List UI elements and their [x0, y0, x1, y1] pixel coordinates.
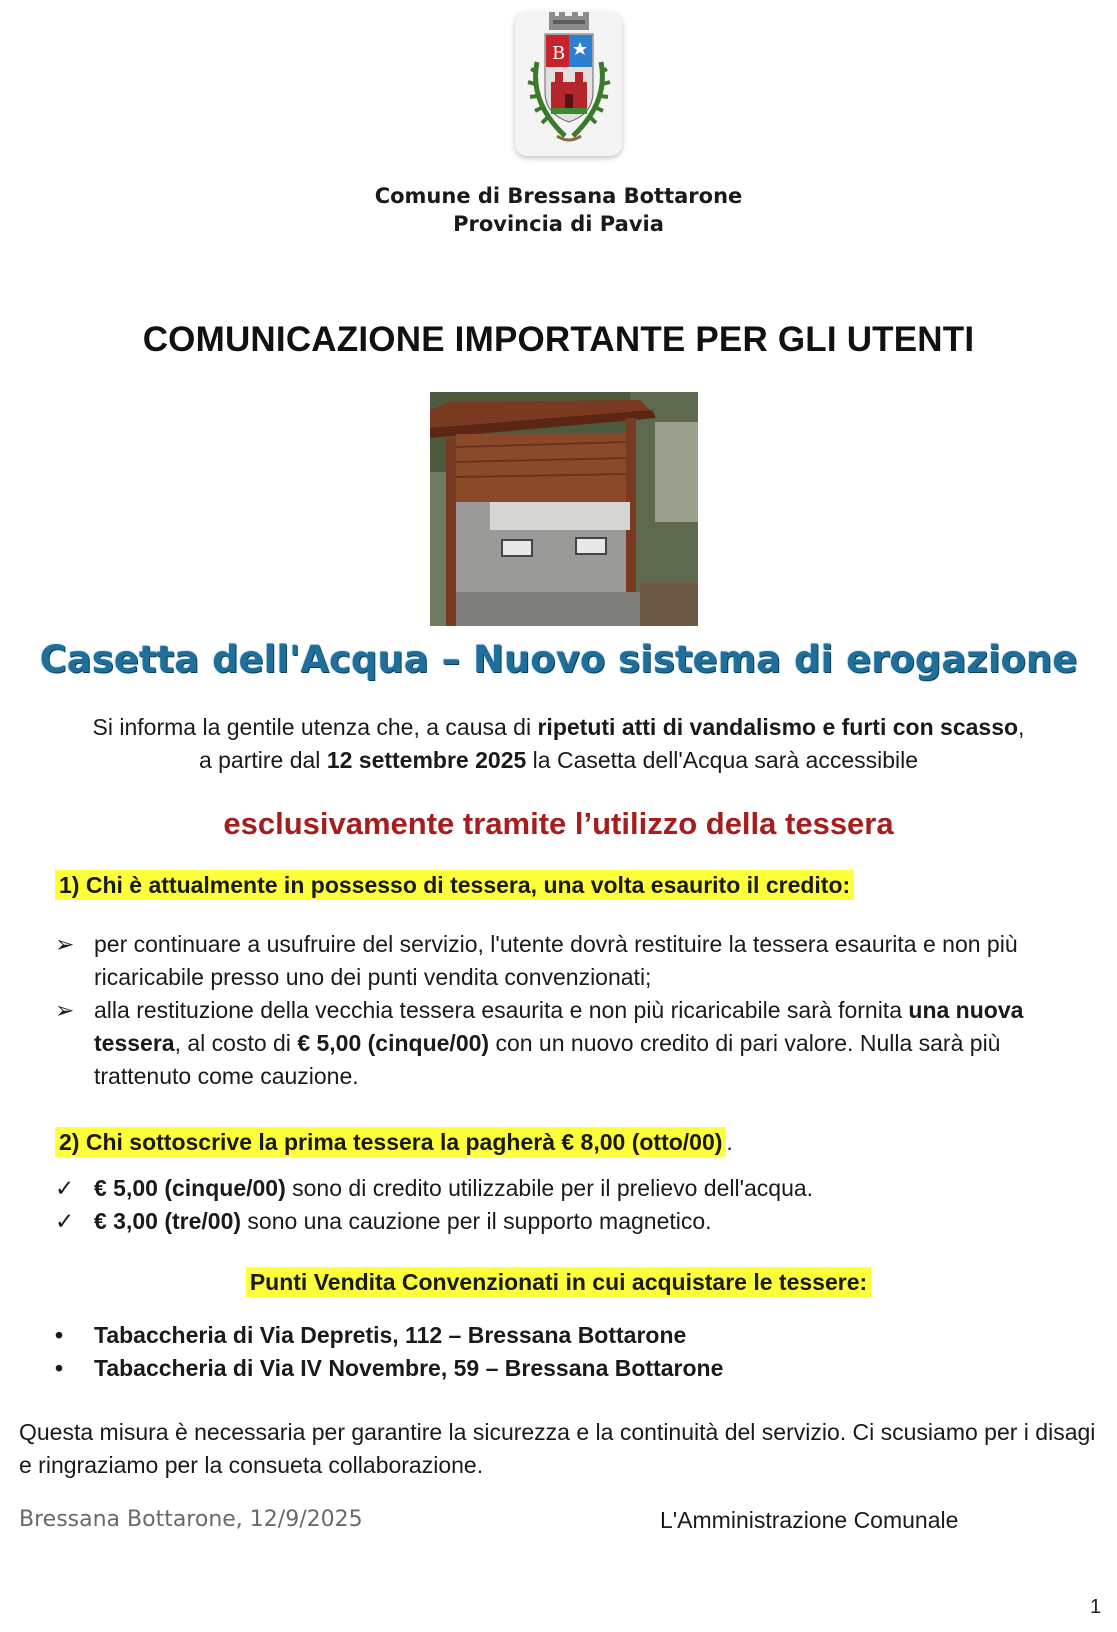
list-item — [55, 994, 1095, 1093]
intro-text: a partire dal — [198, 747, 327, 773]
points-heading-text: Punti Vendita Convenzionati in cui acquistare le tessere: — [246, 1267, 871, 1297]
bullet-text: con un nuovo credito di pari valore. Nulla sarà più trattenuto come cauzione. — [94, 1030, 1001, 1089]
list-item-text — [94, 1172, 1095, 1205]
heading-period: . — [726, 1129, 733, 1155]
casetta-acqua-photo — [430, 392, 698, 626]
section-subtitle: Casetta dell'Acqua – Nuovo sistema di erogazione — [39, 638, 1078, 681]
section-2-heading-text: 2) Chi sottoscrive la prima tessera la pagherà € 8,00 (otto/00) — [55, 1127, 726, 1157]
intro-text: , — [1018, 714, 1025, 740]
place-date: Bressana Bottarone, 12/9/2025 — [19, 1507, 363, 1532]
section-1-heading-text: 1) Chi è attualmente in possesso di tessera, una volta esaurito il credito: — [55, 870, 854, 900]
bullet-dot-icon: • — [55, 1322, 64, 1348]
bullet-text: alla restituzione della vecchia tessera esaurita e non più ricaricabile sarà fornita — [94, 997, 909, 1023]
crest-letter: B — [552, 43, 566, 64]
points-heading — [0, 1269, 1117, 1296]
bullet-emphasis: una nuova tessera — [94, 997, 1024, 1056]
page-number: 1 — [1090, 1596, 1102, 1618]
list-item-text: per continuare a usufruire del servizio, l'utente dovrà restituire la tessera esaurita e non più ricaricabile presso uno dei punti vendita convenzionati; — [94, 931, 1018, 990]
arrow-bullet-icon: ➢ — [55, 931, 75, 957]
check-text: sono di credito utilizzabile per il prelievo dell'acqua. — [285, 1175, 814, 1201]
bullet-dot-icon: • — [55, 1355, 64, 1381]
section-2-heading — [55, 1129, 733, 1156]
bullet-text: , al costo di — [174, 1030, 298, 1056]
list-item — [55, 1205, 1095, 1238]
check-text: sono una cauzione per il supporto magnetico. — [241, 1208, 712, 1234]
bullet-price: € 5,00 (cinque/00) — [297, 1030, 490, 1056]
page-title: COMUNICAZIONE IMPORTANTE PER GLI UTENTI — [142, 320, 975, 359]
intro-paragraph — [0, 711, 1117, 777]
checkmark-icon: ✓ — [55, 1175, 75, 1201]
point-of-sale: Tabaccheria di Via Depretis, 112 – Bressana Bottarone — [94, 1322, 687, 1348]
point-of-sale: Tabaccheria di Via IV Novembre, 59 – Bressana Bottarone — [94, 1355, 724, 1381]
list-item — [55, 928, 1095, 994]
exclusive-notice: esclusivamente tramite l’utilizzo della tessera — [223, 806, 894, 841]
municipal-crest — [515, 12, 622, 156]
closing-paragraph: Questa misura è necessaria per garantire la sicurezza e la continuità del servizio. Ci scusiamo per i disagi e ringraziamo per la consueta collaborazione. — [19, 1419, 1096, 1478]
arrow-bullet-icon: ➢ — [55, 997, 75, 1023]
provincia-name: Provincia di Pavia — [453, 212, 664, 236]
signer: L'Amministrazione Comunale — [660, 1507, 959, 1533]
intro-text: la Casetta dell'Acqua sarà accessibile — [526, 747, 919, 773]
start-date: 12 settembre 2025 — [326, 747, 527, 773]
crest-icon — [515, 12, 622, 156]
intro-text: Si informa la gentile utenza che, a causa di — [92, 714, 538, 740]
section-1-heading — [55, 872, 854, 899]
list-item-text — [94, 1205, 1095, 1238]
deposit-amount: € 3,00 (tre/00) — [94, 1208, 242, 1234]
list-item-text — [94, 994, 1095, 1093]
list-item — [55, 1172, 1095, 1205]
list-item — [55, 1319, 1095, 1352]
checkmark-icon: ✓ — [55, 1208, 75, 1234]
credit-amount: € 5,00 (cinque/00) — [94, 1175, 286, 1201]
intro-emphasis: ripetuti atti di vandalismo e furti con scasso — [537, 714, 1019, 740]
comune-name: Comune di Bressana Bottarone — [374, 184, 743, 208]
list-item — [55, 1352, 1095, 1385]
